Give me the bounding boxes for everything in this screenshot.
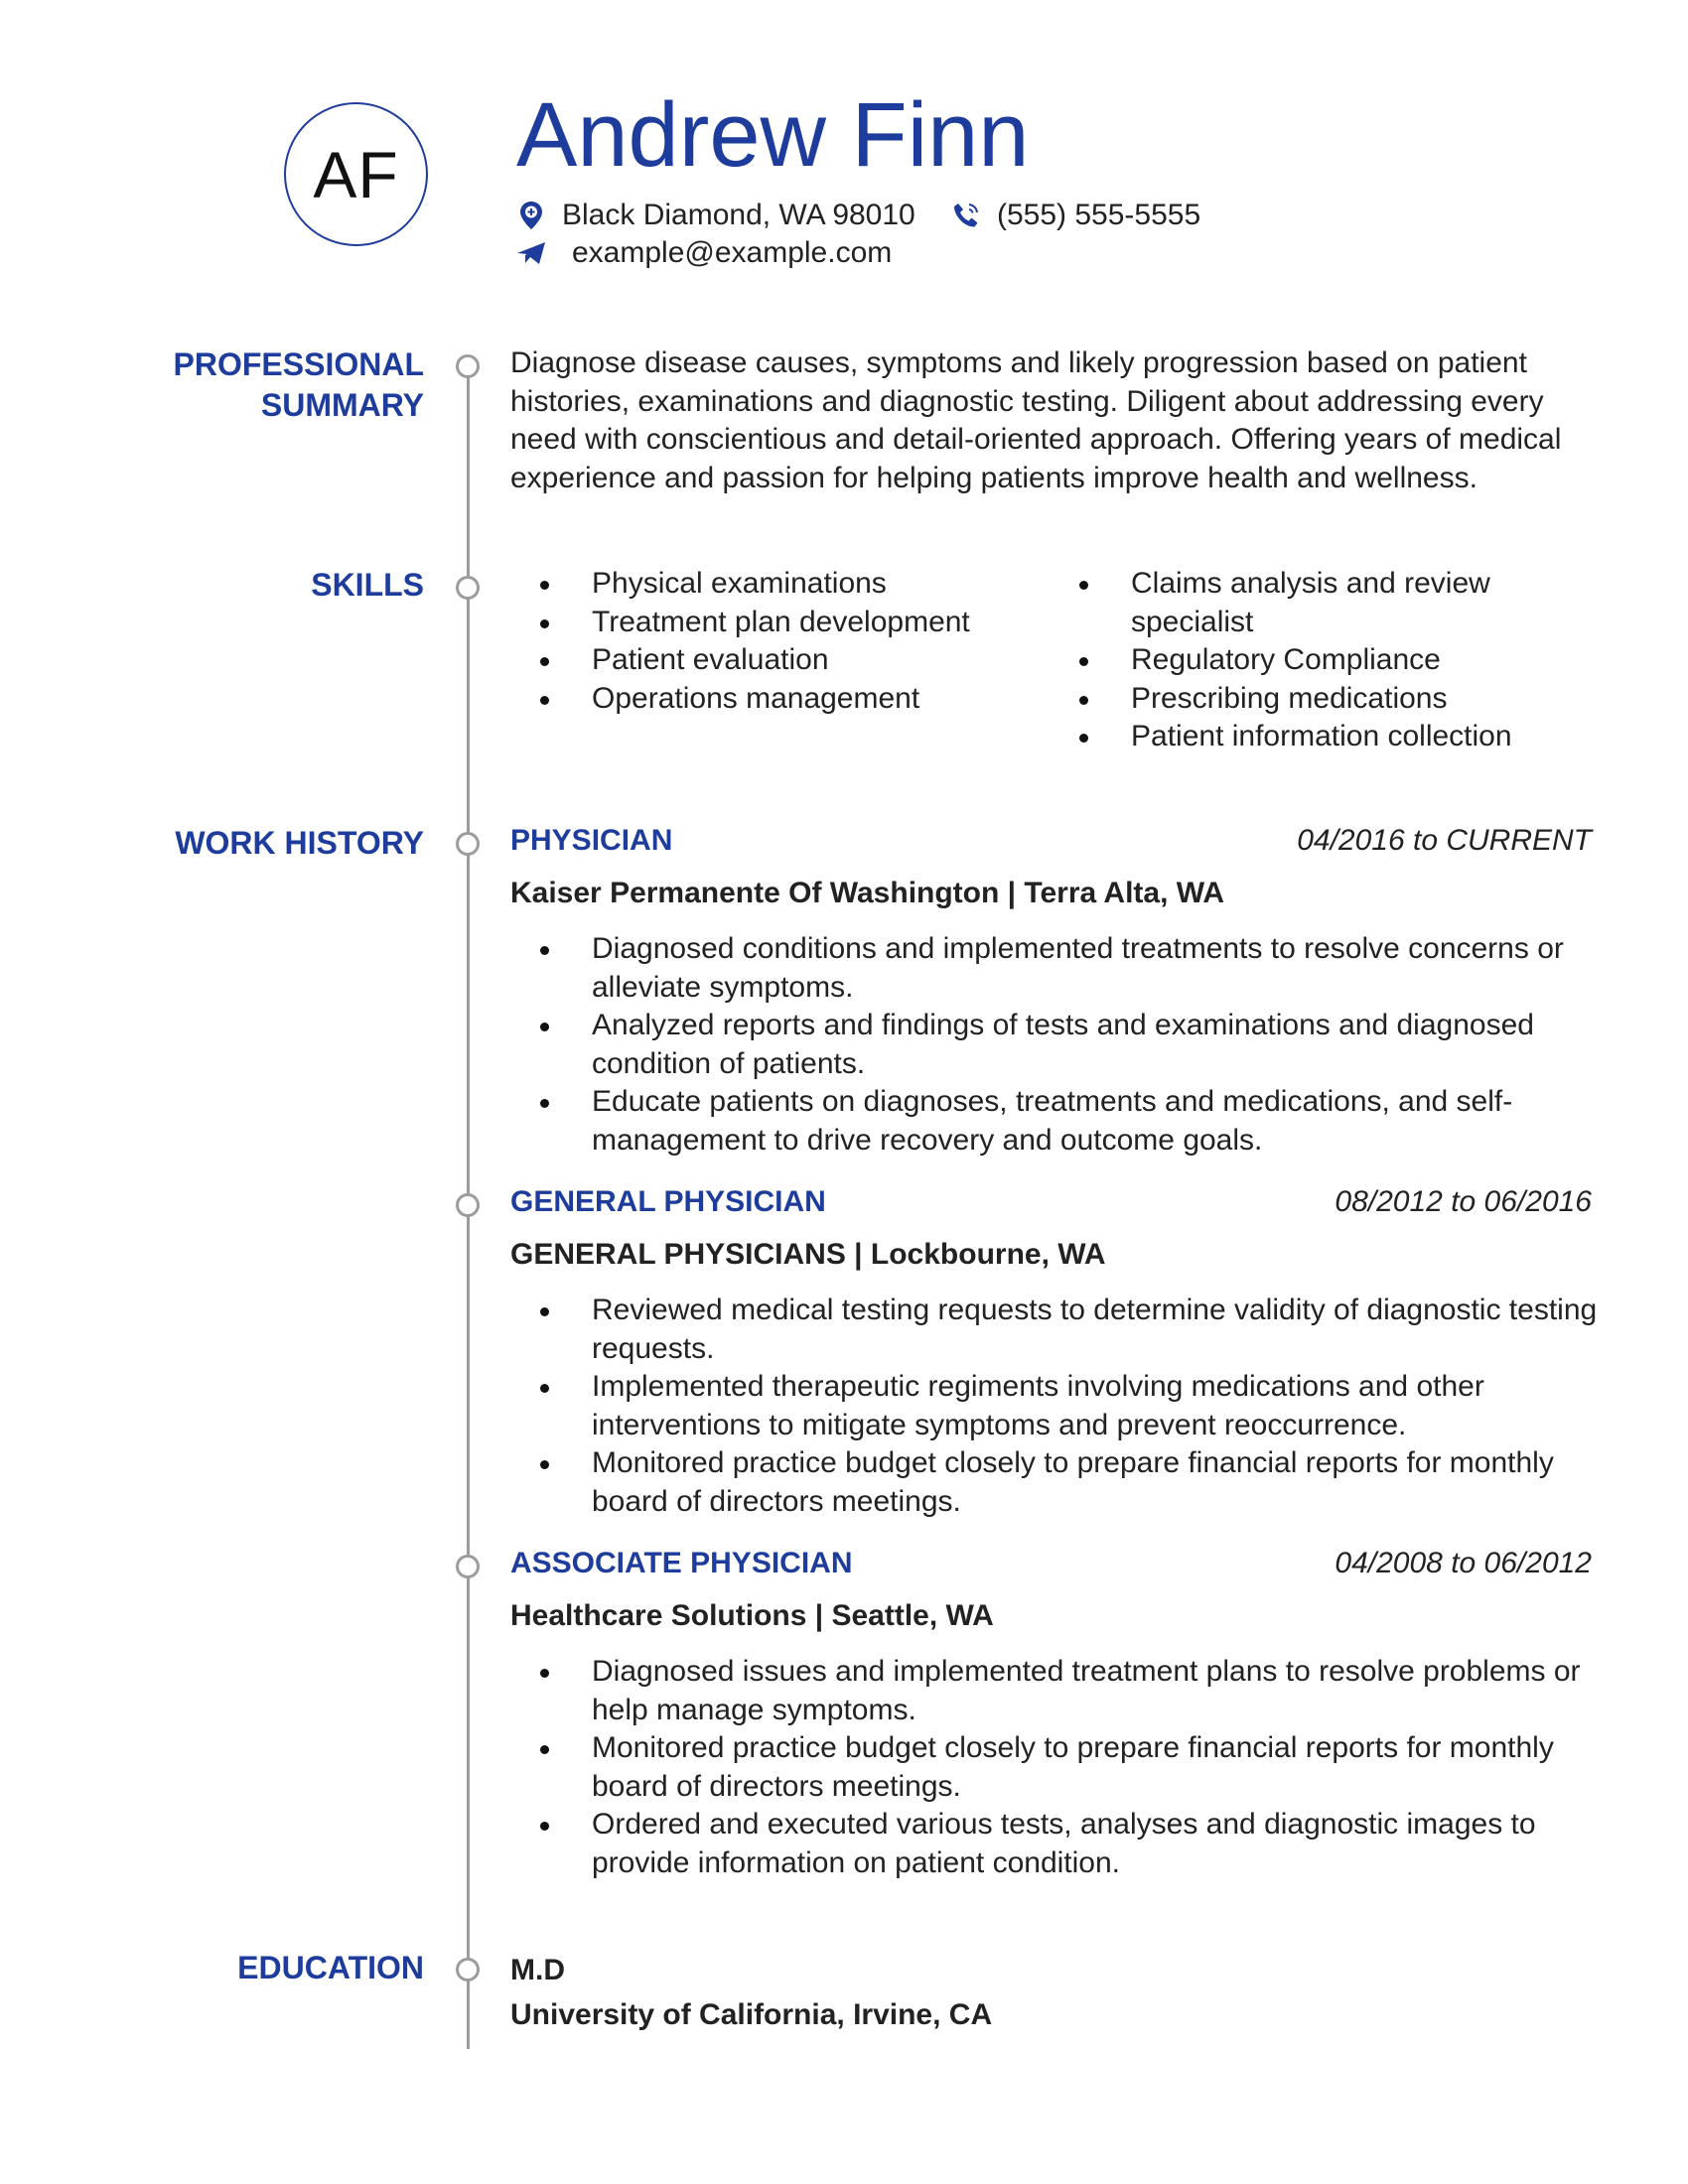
paper-plane-icon	[516, 238, 546, 268]
skill-item: Regulatory Compliance	[1050, 641, 1606, 680]
job-bullet: Analyzed reports and findings of tests and examinations and diagnosed condition of patients.	[510, 1007, 1613, 1083]
contact-email	[516, 236, 892, 270]
job-dates: 04/2008 to 06/2012	[1335, 1547, 1592, 1579]
contact-phone	[951, 199, 1200, 232]
skill-item: Patient information collection	[1050, 718, 1606, 756]
job-bullet: Educate patients on diagnoses, treatments and medications, and self-management to drive recovery and outcome goals.	[510, 1083, 1613, 1160]
timeline-node	[456, 576, 480, 600]
skill-item: Claims analysis and review specialist	[1050, 565, 1606, 641]
skill-item: Treatment plan development	[510, 604, 1027, 642]
summary-text: Diagnose disease causes, symptoms and likely progression based on patient histories, examinations and diagnostic testing. Diligent about addressing every need with conscientious and detail-oriented approach. Offering years of medical experience and passion for helping patients improve health and wellness.	[510, 346, 1562, 494]
monogram-avatar	[284, 102, 428, 246]
summary-section-title	[174, 344, 424, 426]
email-text: example@example.com	[572, 236, 893, 269]
location-text: Black Diamond, WA 98010	[562, 199, 915, 231]
skills-list-left	[510, 565, 1027, 718]
skills-section-title: SKILLS	[311, 567, 424, 603]
timeline-node	[456, 354, 480, 378]
timeline-node	[456, 1193, 480, 1217]
skill-item: Patient evaluation	[510, 641, 1027, 680]
job-dates: 08/2012 to 06/2016	[1335, 1185, 1592, 1218]
contact-location	[516, 199, 915, 232]
job-bullets	[510, 1292, 1613, 1521]
timeline-node	[456, 832, 480, 856]
education-school: University of California, Irvine, CA	[510, 1998, 993, 2031]
job-bullet: Monitored practice budget closely to prepare financial reports for monthly board of directors meetings.	[510, 1444, 1613, 1521]
phone-text: (555) 555-5555	[997, 199, 1201, 231]
summary-title-line2: SUMMARY	[260, 387, 424, 423]
skill-item: Physical examinations	[510, 565, 1027, 604]
timeline-node	[456, 1555, 480, 1578]
phone-icon	[951, 201, 981, 230]
education-section-title: EDUCATION	[237, 1950, 424, 1985]
job-bullet: Implemented therapeutic regiments involving medications and other interventions to mitigate symptoms and prevent reoccurrence.	[510, 1368, 1613, 1444]
skill-item: Operations management	[510, 680, 1027, 719]
job-title: PHYSICIAN	[510, 824, 673, 857]
job-bullet: Reviewed medical testing requests to determine validity of diagnostic testing requests.	[510, 1292, 1613, 1368]
job-title: GENERAL PHYSICIAN	[510, 1185, 826, 1218]
timeline-node	[456, 1958, 480, 1981]
job-bullets	[510, 930, 1613, 1160]
education-degree: M.D	[510, 1954, 565, 1986]
job-company: GENERAL PHYSICIANS | Lockbourne, WA	[510, 1238, 1106, 1271]
job-bullet: Ordered and executed various tests, analyses and diagnostic images to provide information on patient condition.	[510, 1806, 1613, 1882]
job-bullet: Diagnosed issues and implemented treatment plans to resolve problems or help manage symptoms.	[510, 1653, 1613, 1729]
candidate-name: Andrew Finn	[516, 84, 1030, 186]
job-bullets	[510, 1653, 1613, 1882]
summary-title-line1: PROFESSIONAL	[173, 346, 424, 382]
initials: AF	[313, 137, 399, 211]
skill-item: Prescribing medications	[1050, 680, 1606, 719]
job-company: Kaiser Permanente Of Washington | Terra Alta, WA	[510, 877, 1225, 909]
skills-list-right	[1050, 565, 1606, 756]
location-pin-icon	[516, 201, 546, 230]
work-section-title: WORK HISTORY	[175, 825, 424, 861]
job-company: Healthcare Solutions | Seattle, WA	[510, 1599, 994, 1632]
job-bullet: Diagnosed conditions and implemented treatments to resolve concerns or alleviate symptoms.	[510, 930, 1613, 1007]
job-title: ASSOCIATE PHYSICIAN	[510, 1547, 853, 1579]
job-dates: 04/2016 to CURRENT	[1297, 824, 1592, 857]
job-bullet: Monitored practice budget closely to prepare financial reports for monthly board of directors meetings.	[510, 1729, 1613, 1806]
